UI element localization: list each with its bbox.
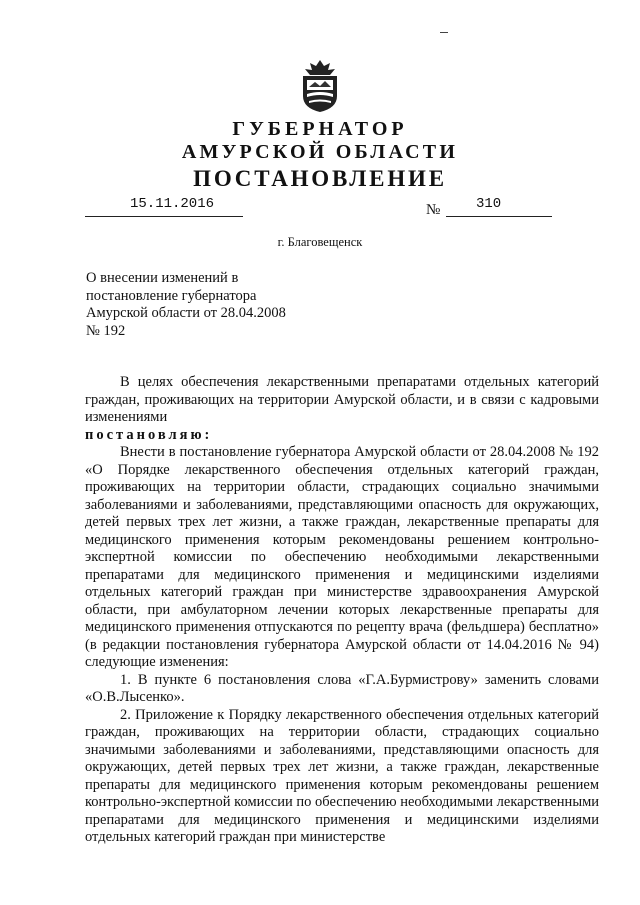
number-sign: №: [426, 202, 441, 218]
doc-date: 15.11.2016: [130, 196, 215, 212]
city: г. Благовещенск: [277, 235, 363, 249]
coat-of-arms-icon: [297, 58, 343, 114]
title-line2: АМУРСКОЙ ОБЛАСТИ: [181, 141, 459, 163]
subject-line: Амурской области от 28.04.2008: [86, 305, 286, 321]
doc-type: ПОСТАНОВЛЕНИЕ: [193, 166, 447, 191]
subject-line: О внесении изменений в: [86, 270, 239, 286]
subject-line: постановление губернатора: [86, 287, 257, 304]
ruling-word: постановляю:: [85, 426, 213, 443]
paragraph-main: Внести в постановление губернатора Амурской области от 28.04.2008 № 192 «О Порядке лекарственного обеспечения отдельных категорий граждан, проживающих на территории области, страдающих социально значимыми заболеваниями и заболеваниями, представляющими опасность для окружающих, детей первых трех лет жизни, а также граждан, лекарственные препараты для медицинского применения которым рекомендованы решением контрольно-экспертной комиссии по обеспечению необходимыми лекарственными препаратами для медицинского применения и медицинскими изделиями отдельных категорий граждан при министерстве здравоохранения Амурской области, при амбулаторном лечении которых лекарственные препараты для медицинского применения отпускаются по рецепту врача (фельдшера) бесплатно» (в редакции постановления губернатора Амурской области от 14.04.2016 № 94) следующие изменения:: [85, 444, 599, 670]
document-body: [85, 374, 599, 847]
doc-number: 310: [476, 196, 502, 212]
scan-mark: [440, 32, 448, 33]
date-underline: [85, 216, 243, 217]
item-1: 1. В пункте 6 постановления слова «Г.А.Бурмистрову» заменить словами «О.В.Лысенко».: [85, 671, 599, 705]
subject-block: [86, 270, 286, 340]
item-2: 2. Приложение к Порядку лекарственного обеспечения отдельных категорий граждан, проживающих на территории области, страдающих социально значимыми заболеваниями и заболеваниями, представляющими опасность для окружающих, детей первых трех лет жизни, а также граждан, лекарственные препараты для медицинского применения которым рекомендованы решением контрольно-экспертной комиссии по обеспечению необходимыми лекарственными препаратами для медицинского применения и медицинскими изделиями отдельных категорий граждан при министерстве: [85, 706, 599, 845]
subject-line: № 192: [86, 322, 126, 339]
number-underline: [446, 216, 552, 217]
preamble: В целях обеспечения лекарственными препаратами отдельных категорий граждан, проживающих на территории Амурской области, и в связи с кадровыми изменениями: [85, 374, 599, 425]
title-line1: ГУБЕРНАТОР: [232, 118, 408, 140]
